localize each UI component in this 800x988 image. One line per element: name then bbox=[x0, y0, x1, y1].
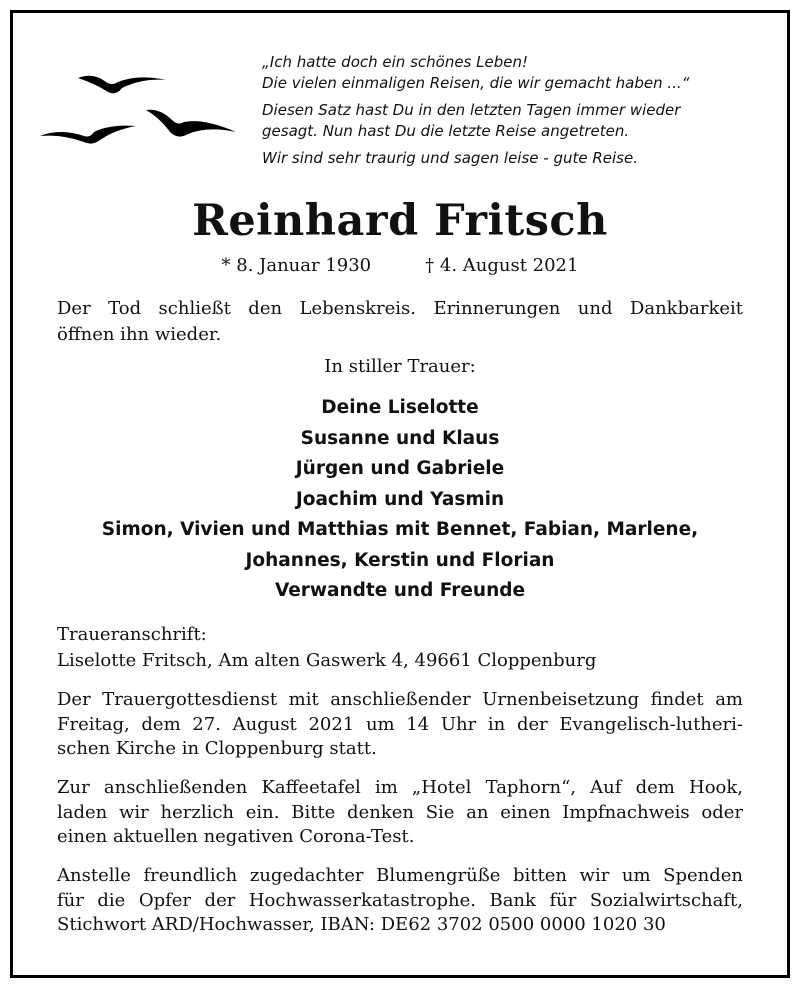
quote-line: Wir sind sehr traurig und sagen leise - gute Reise. bbox=[262, 149, 638, 167]
life-dates bbox=[0, 255, 800, 276]
mourners-list bbox=[0, 393, 800, 607]
saying-line: öffnen ihn wieder. bbox=[57, 324, 222, 345]
quote-part-3 bbox=[262, 148, 732, 169]
bird-top bbox=[78, 76, 166, 94]
address-label: Traueranschrift: bbox=[57, 624, 207, 645]
quote-line: „Ich hatte doch ein schönes Leben! bbox=[262, 53, 528, 71]
birth-date: * 8. Januar 1930 bbox=[221, 255, 372, 276]
mourner-name: Susanne und Klaus bbox=[300, 427, 500, 449]
mourning-address bbox=[57, 622, 596, 674]
bird-left bbox=[40, 126, 136, 144]
paragraph-line: schen Kirche in Cloppenburg statt. bbox=[57, 738, 377, 759]
bird-right bbox=[146, 110, 236, 137]
paragraph-line: einen aktuellen negativen Corona-Test. bbox=[57, 826, 415, 847]
paragraph-line: für die Opfer der Hochwasserkatastrophe. Bank für Sozialwirtschaft, bbox=[57, 889, 743, 911]
paragraph-line: Zur anschließenden Kaffeetafel im „Hotel Taphorn“, Auf dem Hook, bbox=[57, 777, 743, 798]
quote-block bbox=[262, 52, 732, 175]
mourning-intro: In stiller Trauer: bbox=[324, 356, 476, 377]
quote-line: Die vielen einmaligen Reisen, die wir gemacht haben ...“ bbox=[262, 74, 690, 92]
deceased-name: Reinhard Fritsch bbox=[192, 196, 608, 246]
quote-line: Diesen Satz hast Du in den letzten Tagen immer wieder bbox=[262, 101, 681, 119]
coffee-paragraph bbox=[57, 776, 743, 850]
flying-birds-icon bbox=[38, 66, 238, 156]
paragraph-line: laden wir herzlich ein. Bitte denken Sie an einen Impfnachweis oder bbox=[57, 801, 743, 823]
mourner-name: Deine Liselotte bbox=[321, 397, 479, 418]
paragraph-line: Freitag, dem 27. August 2021 um 14 Uhr in der Evangelisch-lutheri- bbox=[57, 713, 743, 735]
donation-paragraph bbox=[57, 864, 743, 938]
quote-line: gesagt. Nun hast Du die letzte Reise angetreten. bbox=[262, 122, 630, 140]
mourner-name: Joachim und Yasmin bbox=[295, 488, 505, 510]
quote-part-2 bbox=[262, 100, 732, 142]
mourner-name: Jürgen und Gabriele bbox=[295, 458, 505, 479]
death-date: † 4. August 2021 bbox=[425, 255, 579, 276]
saying bbox=[57, 296, 743, 348]
mourner-name: Simon, Vivien und Matthias mit Bennet, Fabian, Marlene, bbox=[101, 519, 699, 540]
saying-line: Der Tod schließt den Lebenskreis. Erinnerungen und Dankbarkeit bbox=[57, 298, 743, 319]
paragraph-line: Der Trauergottesdienst mit anschließender Urnenbeisetzung findet am bbox=[57, 689, 743, 710]
quote-part-1 bbox=[262, 52, 732, 94]
paragraph-line: Stichwort ARD/Hochwasser, IBAN: DE62 3702 0500 0000 1020 30 bbox=[57, 914, 666, 935]
mourner-name: Verwandte und Freunde bbox=[274, 580, 526, 601]
mourner-name: Johannes, Kerstin und Florian bbox=[245, 549, 555, 571]
service-paragraph bbox=[57, 688, 743, 762]
paragraph-line: Anstelle freundlich zugedachter Blumengrüße bitten wir um Spenden bbox=[57, 865, 743, 886]
address-value: Liselotte Fritsch, Am alten Gaswerk 4, 49661 Cloppenburg bbox=[57, 650, 597, 671]
